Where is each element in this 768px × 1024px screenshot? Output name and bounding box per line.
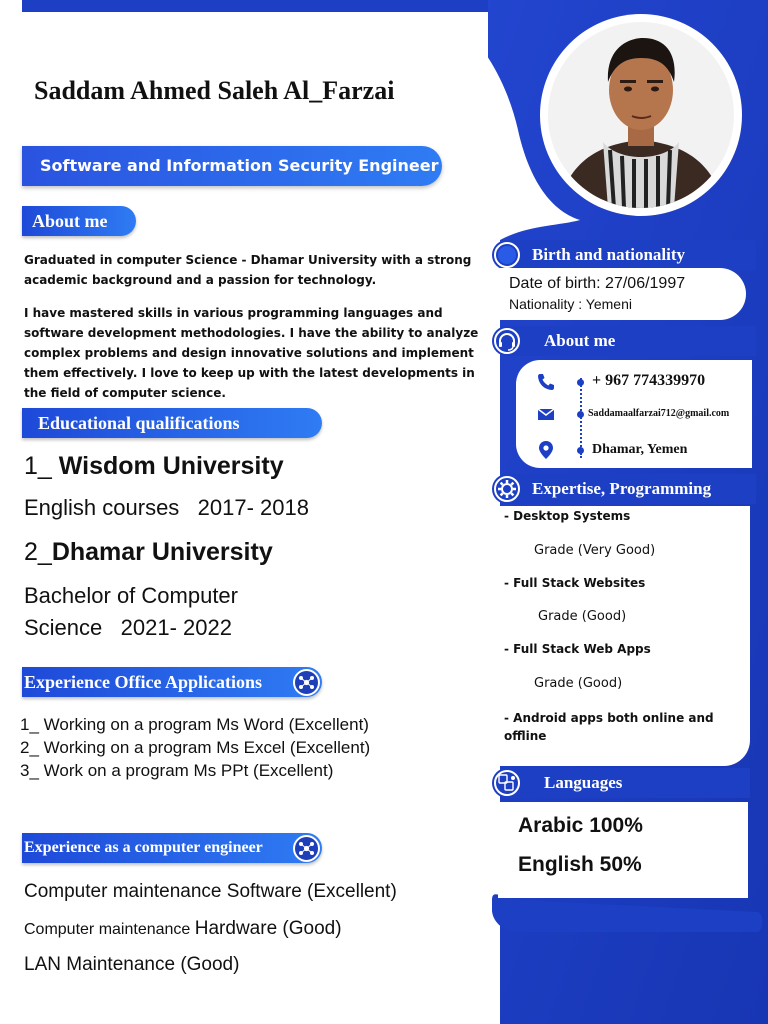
network-icon (293, 669, 320, 696)
gear-icon (494, 476, 520, 502)
nationality: Nationality : Yemeni (509, 296, 632, 312)
phone-row (516, 370, 752, 394)
expertise-grade-desktop: Grade (Very Good) (534, 543, 656, 558)
education-item-2-name: Dhamar University (51, 538, 273, 566)
person-name: Saddam Ahmed Saleh Al_Farzai (34, 76, 395, 105)
language-english: English 50% (518, 853, 642, 876)
bullet-dot (577, 379, 584, 386)
role-title: Software and Information Security Engineer (40, 156, 439, 175)
expertise-grade-webapps: Grade (Good) (534, 676, 623, 691)
languages-heading-text: Languages (544, 773, 623, 792)
education-item-2-course-line-2: Science (24, 615, 103, 640)
expertise-card (498, 506, 750, 766)
about-paragraph-2: I have mastered skills in various programming languages and software development methodologies. I have the ability to analyze complex problems and design innovative solutions and implement them effectively. I love to keep up with the latest developments in the field of computer science. (24, 306, 479, 400)
about-me-heading: About me (22, 206, 136, 236)
expertise-item-websites: - Full Stack Websites (504, 576, 646, 590)
list-item: 1_ Working on a program Ms Word (Excellent) (20, 715, 369, 734)
expertise-item-webapps: - Full Stack Web Apps (504, 642, 651, 656)
list-item: 2_ Working on a program Ms Excel (Excellent) (20, 738, 371, 757)
profile-photo (540, 14, 742, 216)
education-item-1-course-name: English courses (24, 495, 180, 520)
education-item-2-years: 2021- 2022 (120, 615, 232, 640)
education-item-2-course (24, 580, 238, 644)
phone-icon (536, 372, 556, 392)
mail-icon (536, 404, 556, 424)
email-row (516, 402, 752, 426)
engineer-experience-heading-text: Experience as a computer engineer (24, 839, 263, 856)
location-pin-icon (536, 440, 556, 460)
education-heading: Educational qualifications (22, 408, 322, 438)
contact-heading (492, 326, 756, 356)
languages-card (498, 802, 748, 898)
education-item-1-university (24, 452, 284, 481)
globe-icon (494, 242, 520, 268)
expertise-item-desktop: - Desktop Systems (504, 509, 631, 523)
office-experience-heading-text: Experience Office Applications (24, 672, 262, 692)
location-row (516, 438, 752, 462)
translate-icon (494, 770, 520, 796)
education-item-2-course-line-1: Bachelor of Computer (24, 583, 238, 608)
office-experience-heading (22, 667, 322, 697)
education-item-1-prefix: 1_ (24, 452, 59, 480)
about-paragraph-1: Graduated in computer Science - Dhamar University with a strong academic background and a passion for technology. (24, 253, 472, 287)
engineer-experience-line-2-prefix: Computer maintenance (24, 921, 195, 938)
education-item-1-name: Wisdom University (58, 452, 284, 480)
education-item-1-course (24, 492, 309, 524)
headset-icon (494, 328, 520, 354)
contact-heading-text: About me (544, 331, 616, 350)
bullet-dot (577, 447, 584, 454)
expertise-grade-websites: Grade (Good) (538, 609, 627, 624)
education-item-2-university (24, 538, 273, 567)
education-item-1-years: 2017- 2018 (197, 495, 309, 520)
contact-card (516, 360, 752, 468)
role-banner (22, 146, 442, 186)
list-item: 3_ Work on a program Ms PPt (Excellent) (20, 761, 334, 780)
birth-nationality-card (498, 268, 746, 320)
bullet-dot (577, 411, 584, 418)
expertise-heading (492, 474, 756, 504)
engineer-experience-line-1: Computer maintenance Software (Excellent) (24, 881, 397, 902)
date-of-birth: Date of birth: 27/06/1997 (509, 275, 686, 292)
office-experience-list (20, 713, 370, 782)
engineer-experience-line-3: LAN Maintenance (Good) (24, 954, 240, 975)
education-item-2-prefix: 2_ (24, 538, 52, 566)
language-arabic: Arabic 100% (518, 814, 643, 837)
birth-nationality-heading-text: Birth and nationality (532, 245, 686, 264)
expertise-item-android: - Android apps both online and offline (504, 711, 714, 743)
phone-number: + 967 774339970 (592, 372, 706, 389)
email-address: Saddamaalfarzai712@gmail.com (588, 408, 730, 419)
engineer-experience-heading (22, 833, 322, 863)
expertise-heading-text: Expertise, Programming (532, 479, 712, 498)
location: Dhamar, Yemen (592, 442, 688, 457)
engineer-experience-line-2 (24, 918, 342, 940)
engineer-experience-line-2-rest: Hardware (Good) (194, 918, 342, 939)
birth-nationality-heading (492, 240, 756, 270)
languages-heading (492, 768, 750, 798)
network-icon (293, 835, 320, 862)
person-portrait-icon (548, 22, 734, 208)
